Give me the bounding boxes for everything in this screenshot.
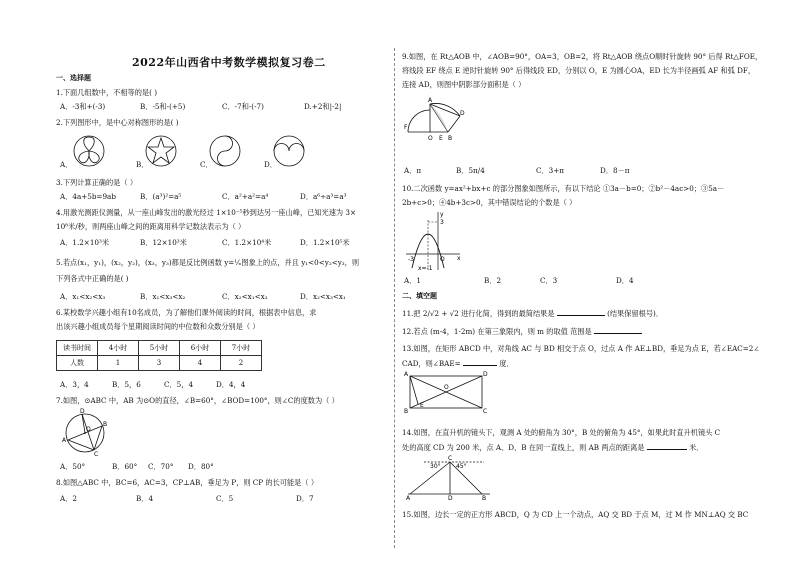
q9-rotation-figure xyxy=(404,96,464,148)
table-cell: 6小时 xyxy=(180,341,221,356)
q13-label-b: B xyxy=(404,408,409,415)
question-10-line-1: 10.二次函数 y=ax²+bx+c 的部分图象如图所示，有以下结论 ①3a－b=0；②b²－4ac>0；③5a－ xyxy=(402,184,725,193)
table-cell: 5小时 xyxy=(139,341,180,356)
q4-option-c: C．1.2×10⁴米 xyxy=(222,238,272,247)
q4-option-a: A．1.2×10³米 xyxy=(60,238,110,247)
q3-option-b: B．(a³)²=a⁵ xyxy=(140,192,182,201)
q14-angle-30: 30° xyxy=(430,463,441,470)
q10-option-c: C．3 xyxy=(540,276,558,285)
q10-label-y: y xyxy=(440,211,444,218)
q1-option-a: A．-3和+(-3) xyxy=(60,102,106,111)
question-1: 1.下面几组数中，不相等的是( ) xyxy=(56,88,158,97)
q14-label-c: C xyxy=(448,455,453,462)
question-7: 7.如图，⊙ABC 中，AB 为⊙O的直径，∠B=60°，∠BOD=100°，则∠C的度数为（ ） xyxy=(56,396,339,405)
q2-option-d: D． xyxy=(264,160,277,169)
q5-option-c: C．x₂<x₁<x₃ xyxy=(222,292,268,301)
q14-label-b: B xyxy=(482,495,487,502)
q7-label-o: O xyxy=(86,426,91,433)
q7-option-d: D．80° xyxy=(188,462,214,471)
table-cell: 7小时 xyxy=(221,341,262,356)
q9-option-a: A．π xyxy=(404,166,422,175)
q13-label-d: D xyxy=(483,371,488,378)
q10-parabola-figure xyxy=(404,210,462,272)
q1-option-b: B．-5和-(+5) xyxy=(140,102,186,111)
q10-option-b: B．2 xyxy=(484,276,502,285)
question-6-line-1: 6.某校数学兴趣小组有10名成员，为了解他们课外阅读的时间，根据表中信息，求 xyxy=(56,308,317,317)
q6-option-b: B．5，6 xyxy=(112,380,141,389)
q1-option-c: C．-7和-(-7) xyxy=(222,102,264,111)
answer-blank-13[interactable] xyxy=(463,358,497,366)
section-fill: 二、填空题 xyxy=(402,292,437,300)
question-5-line-1: 5.若点(x₁，y₁)，(x₂，y₂)，(x₃，y₃)都是反比例函数 y=¹⁄ₓ图象上的点，并且 y₁<0<y₂<y₃，则 xyxy=(56,258,360,267)
question-11-text: 11.把 2/√2 + √2 进行化简，得到的最简结果是 xyxy=(402,309,555,318)
q5-option-a: A．x₁<x₂<x₃ xyxy=(60,292,106,301)
q7-label-a: A xyxy=(62,437,67,444)
q2-arcs-figure xyxy=(272,134,306,168)
q8-option-b: B．4 xyxy=(136,494,154,503)
q1-option-d: D.+2和|-2| xyxy=(304,102,342,111)
question-5-line-2: 下列各式中正确的是( ) xyxy=(56,274,129,283)
q10-label-origin: O xyxy=(440,256,445,263)
q7-circle-figure xyxy=(62,410,108,456)
q5-option-b: B．x₁<x₃<x₂ xyxy=(140,292,186,301)
answer-blank-11[interactable] xyxy=(557,308,605,316)
q14-label-a: A xyxy=(406,495,411,502)
q4-option-b: B．12×10³米 xyxy=(140,238,187,247)
q2-yinyang-figure xyxy=(208,134,242,168)
q14-label-d: D xyxy=(448,495,453,502)
table-cell: 4小时 xyxy=(98,341,139,356)
q7-label-d: D xyxy=(80,408,85,415)
q2-option-c: C． xyxy=(200,160,213,169)
answer-blank-12[interactable] xyxy=(594,326,642,334)
question-13-line-1: 13.如图，在矩形 ABCD 中，对角线 AC 与 BD 相交于点 O，过点 A 作 AE⊥BD，垂足为点 E，若∠EAC=2∠ xyxy=(402,344,760,353)
q2-trefoil-figure xyxy=(72,134,106,168)
q9-label-d: D xyxy=(460,110,465,117)
question-14-tail: 米． xyxy=(689,443,704,452)
table-cell: 人数 xyxy=(57,356,98,371)
table-cell: 读书时间 xyxy=(57,341,98,356)
q2-option-a: A． xyxy=(60,160,73,169)
question-3: 3.下列计算正确的是（ ） xyxy=(56,178,138,187)
question-14-line-2 xyxy=(402,442,703,452)
question-14-text: 处的高度 CD 为 200 米，点 A、D、B 在同一直线上，则 AB 两点的距离是 xyxy=(402,443,645,452)
q9-option-b: B．5π/4 xyxy=(456,166,485,175)
question-6-line-2: 出该兴趣小组成员每个星期阅读时间的中位数和众数分别是（ ） xyxy=(56,322,260,331)
q13-rectangle-figure xyxy=(404,370,488,414)
q4-option-d: D．1.2×10⁵米 xyxy=(300,238,350,247)
q13-label-e: E xyxy=(420,402,424,409)
q7-label-b: B xyxy=(103,421,108,428)
question-13-tail: 度． xyxy=(499,359,514,368)
question-9-line-3: 连接 AD，则图中阴影部分面积是（ ） xyxy=(402,80,526,89)
question-4-line-2: 10⁸米/秒，则两座山峰之间的距离用科学记数法表示为（ ） xyxy=(56,222,246,231)
q8-option-d: D．7 xyxy=(296,494,314,503)
q3-option-d: D．a⁶÷a³=a³ xyxy=(300,192,347,201)
q10-option-d: D．4 xyxy=(616,276,634,285)
q14-helicopter-figure xyxy=(404,456,494,500)
question-13-text: CAD，则∠BAE= xyxy=(402,359,461,368)
question-12 xyxy=(402,326,642,336)
q2-star-figure xyxy=(144,134,178,168)
q9-label-o: O xyxy=(428,135,433,142)
q10-label-minus3: -3 xyxy=(408,256,414,263)
question-9-line-2: 将线段 EF 绕点 E 逆时针旋转 90° 后得线段 ED，分别以 O，E 为圆心OA，ED 长为半径画弧 AF 和弧 DF， xyxy=(402,66,756,75)
q7-option-a: A．50° xyxy=(60,462,86,471)
q8-option-a: A．2 xyxy=(60,494,77,503)
column-divider xyxy=(394,48,395,548)
q13-label-a: A xyxy=(404,371,409,378)
q10-label-3: 3 xyxy=(440,219,444,226)
question-10-line-2: 2b+c>0；④4b+3c>0，其中错误结论的个数是（ ） xyxy=(402,198,577,207)
question-8: 8.如图△ABC 中，BC=6，AC=3，CP⊥AB，垂足为 P，则 CP 的长可能是（ ） xyxy=(56,478,319,487)
question-4-line-1: 4.用激光测距仪测量，从一座山峰发出的激光经过 1×10⁻⁵秒到达另一座山峰，已知光速为 3× xyxy=(56,208,357,217)
q14-angle-45: 45° xyxy=(456,463,467,470)
question-9-line-1: 9.如图，在 Rt△AOB 中，∠AOB=90°，OA=3，OB=2，将 Rt△AOB 绕点O顺时针旋转 90° 后得 Rt△FOE， xyxy=(402,52,763,61)
reading-time-table xyxy=(56,340,262,371)
q6-option-c: C．5，4 xyxy=(164,380,194,389)
q2-option-b: B． xyxy=(136,160,149,169)
q7-option-c: C．70° xyxy=(148,462,174,471)
q9-option-c: C．3+π xyxy=(536,166,565,175)
q7-label-c: C xyxy=(94,451,99,458)
q5-option-d: D．x₂<x₃<x₁ xyxy=(300,292,346,301)
answer-blank-14[interactable] xyxy=(647,442,687,450)
table-row xyxy=(57,356,262,371)
table-cell: 2 xyxy=(221,356,262,371)
q10-label-x: x xyxy=(457,255,461,262)
question-11-tail: (结果保留根号)． xyxy=(607,309,664,318)
table-header-row xyxy=(57,341,262,356)
question-12-text: 12.若点 (m-4，1-2m) 在第三象限内，则 m 的取值 范围是 xyxy=(402,327,592,336)
table-cell: 1 xyxy=(98,356,139,371)
q13-label-o: O xyxy=(444,384,449,391)
q10-option-a: A．1 xyxy=(404,276,421,285)
question-15: 15.如图，边长一定的正方形 ABCD，Q 为 CD 上一个动点，AQ 交 BD 于点 M，过 M 作 MN⊥AQ 交 BC xyxy=(402,510,749,519)
question-14-line-1: 14.如图，在直升机的镜头下，观测 A 处的俯角为 30°，B 处的俯角为 45°，如果此时直升机镜头 C xyxy=(402,428,721,437)
question-11 xyxy=(402,308,663,318)
q3-option-a: A．4a+5b=9ab xyxy=(60,192,116,201)
q13-label-c: C xyxy=(483,408,488,415)
q9-label-a: A xyxy=(428,97,433,104)
q7-option-b: B．60° xyxy=(112,462,138,471)
q9-option-d: D．8－π xyxy=(600,166,630,175)
q8-option-c: C．5 xyxy=(216,494,234,503)
q9-label-f: F xyxy=(404,124,408,131)
q6-option-d: D．4，4 xyxy=(216,380,246,389)
table-cell: 4 xyxy=(180,356,221,371)
q10-label-axis: x=-1 xyxy=(418,265,433,272)
q9-label-b: B xyxy=(448,135,453,142)
page-title: 2022年山西省中考数学模拟复习卷二 xyxy=(132,56,326,69)
q3-option-c: C．a²+a²=a⁴ xyxy=(222,192,269,201)
q6-option-a: A．3，4 xyxy=(60,380,89,389)
question-13-line-2 xyxy=(402,358,514,368)
section-choice: 一、选择题 xyxy=(56,74,91,82)
q9-label-e: E xyxy=(439,135,443,142)
question-2: 2.下列图形中，是中心对称图形的是( ) xyxy=(56,118,179,127)
table-cell: 3 xyxy=(139,356,180,371)
